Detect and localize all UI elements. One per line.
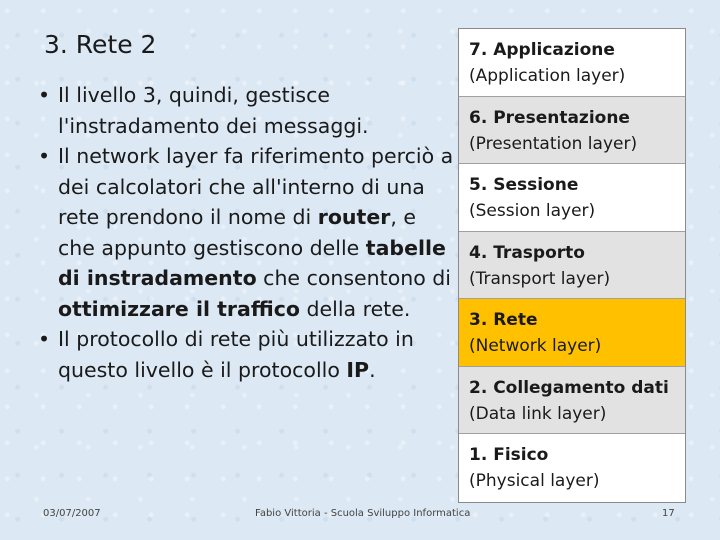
footer-date: 03/07/2007: [43, 508, 101, 519]
bullet-text: Il livello 3, quindi, gestisce l'instradamento dei messaggi.: [58, 83, 369, 138]
layer-name: 2. Collegamento dati: [469, 377, 669, 398]
osi-layer-application: [459, 29, 685, 97]
osi-layer-session: [459, 164, 685, 232]
layer-name: 1. Fisico: [469, 445, 549, 465]
osi-layer-data-link: [459, 367, 685, 435]
bullet-item: [34, 324, 454, 385]
layer-subtitle: (Application layer): [469, 66, 626, 86]
layer-name: 5. Sessione: [469, 175, 579, 195]
layer-subtitle: (Presentation layer): [469, 133, 638, 154]
slide-title: 3. Rete 2: [44, 30, 157, 59]
layer-name: 7. Applicazione: [469, 40, 615, 60]
bullet-text: della rete.: [299, 296, 411, 321]
osi-layer-physical: [459, 434, 685, 502]
bullet-bold-text: ottimizzare il traffico: [58, 296, 300, 321]
osi-layer-presentation: [459, 97, 685, 165]
bullet-text: , e che appunto gestiscono delle: [58, 205, 416, 260]
layer-subtitle: (Network layer): [469, 336, 602, 356]
bullet-text: Il network layer fa riferimento perciò a dei calcolatori che all'interno di una rete prendono il nome di: [58, 144, 454, 229]
layer-name: 3. Rete: [469, 310, 538, 330]
bullet-text: .: [369, 357, 376, 382]
bullet-bold-text: tabelle di instradamento: [58, 235, 446, 290]
layer-name: 4. Trasporto: [469, 242, 585, 263]
osi-layer-stack: [458, 28, 686, 503]
bullet-text: che consentono di: [256, 266, 451, 290]
layer-subtitle: (Session layer): [469, 201, 596, 221]
osi-layer-network: [459, 299, 685, 367]
layer-subtitle: (Data link layer): [469, 403, 607, 424]
bullet-item: [34, 141, 454, 324]
bullet-bold-text: router: [317, 205, 391, 229]
footer-author: Fabio Vittoria - Scuola Sviluppo Informatica: [255, 508, 471, 519]
bullet-text: Il protocollo di rete più utilizzato in questo livello è il protocollo: [58, 327, 414, 382]
footer-page-number: 17: [662, 508, 675, 519]
layer-name: 6. Presentazione: [469, 107, 630, 128]
bullet-item: [34, 80, 454, 141]
bullet-bold-text: IP: [346, 357, 370, 382]
layer-subtitle: (Physical layer): [469, 471, 600, 491]
layer-subtitle: (Transport layer): [469, 268, 611, 289]
bullet-list: [34, 80, 454, 385]
osi-layer-transport: [459, 232, 685, 300]
